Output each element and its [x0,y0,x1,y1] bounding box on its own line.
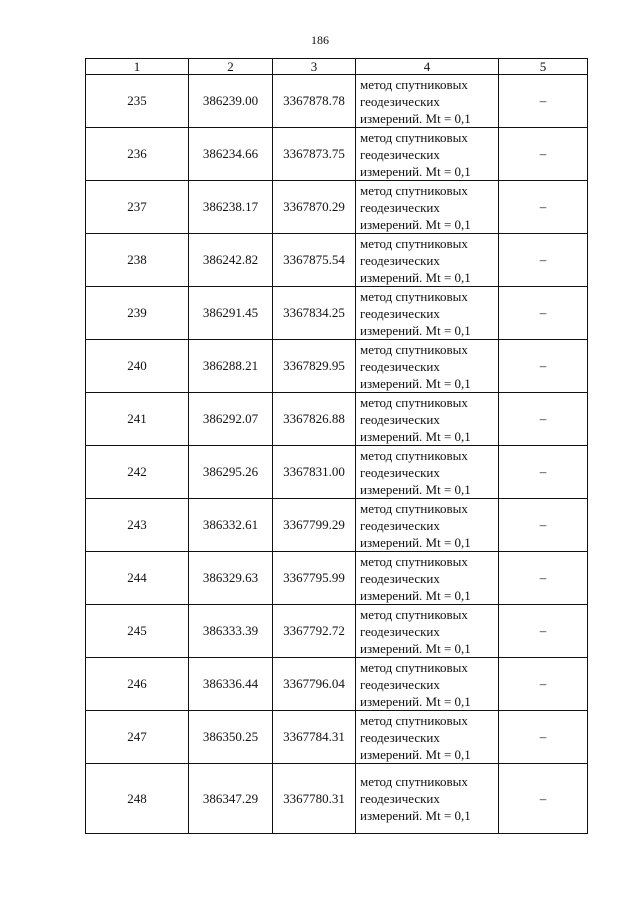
method-description-line: метод спутниковых [360,288,468,304]
method-description-line: измерений. Mt = 0,1 [360,808,471,823]
table-row [86,234,588,287]
method-description-line: измерений. Mt = 0,1 [360,269,471,285]
note-cell: – [499,658,588,711]
method-description-cell [356,75,499,128]
method-description-cell [356,128,499,181]
method-description-line: метод спутниковых [360,500,468,516]
method-description-line: метод спутниковых [360,341,468,357]
method-description-line: метод спутниковых [360,129,468,145]
table-row [86,711,588,764]
method-description-line: измерений. Mt = 0,1 [360,216,471,232]
method-description-line: измерений. Mt = 0,1 [360,481,471,497]
point-number-cell: 246 [86,658,189,711]
table-row [86,658,588,711]
table-row [86,446,588,499]
note-cell: – [499,181,588,234]
y-coordinate-cell: 3367795.99 [273,552,356,605]
header-col-3: 3 [273,59,356,75]
method-description-line: геодезических [360,570,440,586]
table-row [86,605,588,658]
x-coordinate-cell: 386350.25 [189,711,273,764]
method-description-cell [356,181,499,234]
method-description-line: геодезических [360,146,440,162]
method-description-line: измерений. Mt = 0,1 [360,746,471,762]
note-cell: – [499,287,588,340]
y-coordinate-cell: 3367831.00 [273,446,356,499]
note-cell: – [499,446,588,499]
note-cell: – [499,552,588,605]
method-description-line: метод спутниковых [360,394,468,410]
coordinates-table [85,58,588,834]
y-coordinate-cell: 3367796.04 [273,658,356,711]
y-coordinate-cell: 3367878.78 [273,75,356,128]
method-description-line: геодезических [360,199,440,215]
table-row [86,393,588,446]
y-coordinate-cell: 3367799.29 [273,499,356,552]
point-number-cell: 238 [86,234,189,287]
method-description-line: геодезических [360,93,440,109]
header-col-1: 1 [86,59,189,75]
x-coordinate-cell: 386288.21 [189,340,273,393]
table-row [86,287,588,340]
table-row [86,340,588,393]
table-row [86,75,588,128]
point-number-cell: 237 [86,181,189,234]
header-row [86,59,588,75]
point-number-cell: 243 [86,499,189,552]
y-coordinate-cell: 3367875.54 [273,234,356,287]
note-cell: – [499,605,588,658]
header-col-2: 2 [189,59,273,75]
method-description-cell [356,605,499,658]
header-col-5: 5 [499,59,588,75]
method-description-line: измерений. Mt = 0,1 [360,375,471,391]
method-description-cell [356,764,499,834]
table-row [86,499,588,552]
method-description-cell [356,287,499,340]
x-coordinate-cell: 386291.45 [189,287,273,340]
table-row [86,181,588,234]
method-description-line: метод спутниковых [360,182,468,198]
y-coordinate-cell: 3367780.31 [273,764,356,834]
method-description-cell [356,711,499,764]
method-description-line: измерений. Mt = 0,1 [360,587,471,603]
method-description-line: геодезических [360,252,440,268]
point-number-cell: 236 [86,128,189,181]
note-cell: – [499,711,588,764]
point-number-cell: 245 [86,605,189,658]
method-description-line: метод спутниковых [360,712,468,728]
x-coordinate-cell: 386234.66 [189,128,273,181]
note-cell: – [499,128,588,181]
method-description-line: геодезических [360,791,440,806]
method-description-line: геодезических [360,411,440,427]
note-cell: – [499,499,588,552]
x-coordinate-cell: 386347.29 [189,764,273,834]
method-description-line: геодезических [360,729,440,745]
method-description-line: геодезических [360,517,440,533]
y-coordinate-cell: 3367826.88 [273,393,356,446]
method-description-cell [356,446,499,499]
method-description-line: измерений. Mt = 0,1 [360,322,471,338]
x-coordinate-cell: 386333.39 [189,605,273,658]
page-number: 186 [311,33,329,47]
method-description-line: метод спутниковых [360,774,468,789]
y-coordinate-cell: 3367784.31 [273,711,356,764]
x-coordinate-cell: 386295.26 [189,446,273,499]
method-description-line: метод спутниковых [360,553,468,569]
note-cell: – [499,764,588,834]
method-description-cell [356,499,499,552]
method-description-line: метод спутниковых [360,235,468,251]
note-cell: – [499,393,588,446]
method-description-cell [356,393,499,446]
table-row [86,764,588,834]
x-coordinate-cell: 386329.63 [189,552,273,605]
method-description-line: геодезических [360,358,440,374]
point-number-cell: 247 [86,711,189,764]
method-description-line: измерений. Mt = 0,1 [360,110,471,126]
method-description-cell [356,340,499,393]
method-description-line: метод спутниковых [360,659,468,675]
method-description-line: метод спутниковых [360,447,468,463]
table-body [86,75,588,834]
method-description-line: геодезических [360,676,440,692]
method-description-line: измерений. Mt = 0,1 [360,428,471,444]
point-number-cell: 242 [86,446,189,499]
point-number-cell: 248 [86,764,189,834]
point-number-cell: 235 [86,75,189,128]
point-number-cell: 239 [86,287,189,340]
method-description-cell [356,234,499,287]
x-coordinate-cell: 386336.44 [189,658,273,711]
y-coordinate-cell: 3367829.95 [273,340,356,393]
method-description-line: геодезических [360,623,440,639]
method-description-cell [356,552,499,605]
method-description-line: измерений. Mt = 0,1 [360,534,471,550]
method-description-line: метод спутниковых [360,606,468,622]
table-row [86,128,588,181]
y-coordinate-cell: 3367870.29 [273,181,356,234]
method-description-line: геодезических [360,464,440,480]
note-cell: – [499,75,588,128]
header-col-4: 4 [356,59,499,75]
method-description-line: измерений. Mt = 0,1 [360,693,471,709]
x-coordinate-cell: 386238.17 [189,181,273,234]
note-cell: – [499,234,588,287]
method-description-line: геодезических [360,305,440,321]
point-number-cell: 241 [86,393,189,446]
method-description-line: измерений. Mt = 0,1 [360,640,471,656]
table-row [86,552,588,605]
x-coordinate-cell: 386239.00 [189,75,273,128]
y-coordinate-cell: 3367873.75 [273,128,356,181]
y-coordinate-cell: 3367792.72 [273,605,356,658]
point-number-cell: 244 [86,552,189,605]
x-coordinate-cell: 386292.07 [189,393,273,446]
x-coordinate-cell: 386332.61 [189,499,273,552]
note-cell: – [499,340,588,393]
point-number-cell: 240 [86,340,189,393]
method-description-line: метод спутниковых [360,76,468,92]
method-description-line: измерений. Mt = 0,1 [360,163,471,179]
method-description-cell [356,658,499,711]
x-coordinate-cell: 386242.82 [189,234,273,287]
y-coordinate-cell: 3367834.25 [273,287,356,340]
